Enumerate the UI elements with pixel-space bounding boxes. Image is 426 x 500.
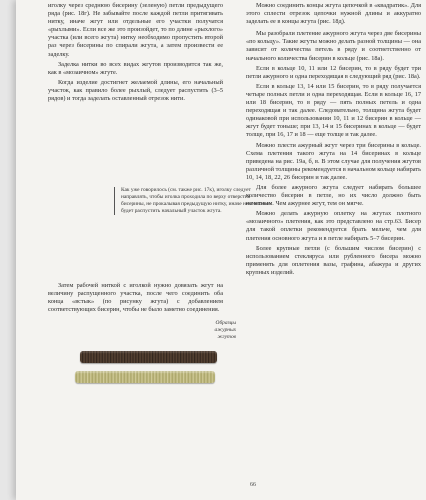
right-paragraph-6: Для более ажурного жгута следует набирать большее количество бисерин в петле, но их число должно быть нечетным. Чем ажурнее жгут, тем он мягче. [246,183,421,208]
left-paragraph-1: иголку через среднюю бисерину (зеленую) петли предыдущего ряда (рис. 18г). Не забывайте после каждой петли притягивать нитку, иначе жгут или отдельные его участки получатся «рыхлыми». Если все же это произойдет, то по длине «рыхлого» участка (или всего жгута) нитку необходимо пропустить второй раз через бисерины по спирали жгута, а затем произвести ее заделку. [48,2,223,58]
left-paragraph-2: Заделка нитки во всех видах жгутов производится так же, как в «мозаичном» жгуте. [48,60,223,76]
right-paragraph-1: Можно соединить концы жгута цепочкой в «квадратик». Для этого сплести отрезок цепочки нужной длины и аккуратно заделать ее в концы жгута (рис. 18д). [246,2,421,26]
dark-beaded-rope-photo [80,351,217,363]
side-note-text: Как уже говорилось (см. также рис. 17к), иголку следует направлять, чтобы иголка проходила по верху отверстия бисерины, не прокалывая предыдущую нитку, иначе невозможно будет распустить начальный участок жгута. [121,187,271,214]
left-paragraph-3: Когда изделие достигнет желаемой длины, его начальный участок, как правило более рыхлый, следует распустить (3–5 рядов) и тогда заделать оставленный отрезок нити. [48,78,223,103]
right-column [246,2,421,279]
left-column [48,2,223,105]
book-page [16,0,426,500]
caption-line-1: Образцы [215,320,236,326]
right-paragraph-3: Если в кольце 10, 11 или 12 бисерин, то в ряду будет три петли ажурного и одна переходящая в следующий ряд (рис. 18а). [246,64,421,80]
right-paragraph-2: Мы разобрали плетение ажурного жгута через две бисерины «по кольцу». Такие жгуты можно делать разной толщины — она зависит от количества петель в ряду и соответственно от начального количества бисерин в кольце (рис. 18а). [246,30,421,62]
caption-line-3: жгутов [217,333,236,340]
left-column-lower [48,282,223,316]
right-paragraph-7: Можно делать ажурную оплетку на жгутах плотного «мозаичного» плетения, как это представлено на стр.63. Бисер для такой оплетки рекомендуется брать мельче, чем для плетения основного жгута и в петле набирать 5–7 бисерин. [246,210,421,242]
figure-caption [176,320,236,340]
right-paragraph-5: Можно плести ажурный жгут через три бисерины в кольце. Схема плетения такого жгута на 14 бисеринах в кольце приведена на рис. 19а, б, в. В этом случае для получения жгутов различной толщины рекомендуется в начальном кольце набирать 10, 14, 18, 22, 26 бисерин и так далее. [246,141,422,181]
right-paragraph-8: Более крупные петли (с большим числом бисерин) с использованием стеклярусa или рубленного бисера можно применять для оплетения вазы, графина, абажура и других крупных изделий. [246,244,421,276]
left-paragraph-4: Затем рабочей ниткой с иголкой нужно довязать жгут на величину распущенного участка, после чего соединить оба конца «встык» (по рисунку жгута) с добавлением соответствующих бисерин, чтобы не было заметно соединения. [48,282,223,314]
caption-line-2: ажурных [214,326,236,333]
page-number: 66 [250,482,256,488]
light-beaded-rope-photo [75,371,215,383]
right-paragraph-4: Если в кольце 13, 14 или 15 бисерин, то в ряду получается четыре полных петли и одна переходящая. Если в кольце 16, 17 или 18 бисерин, то в ряду — пять полных петель и одна переходящая и так далее. Следовательно, толщина жгута будет одинаковой при использовании 10, 11 и 12 бисерин в кольце — жгут будет тоньше; при 13, 14 и 15 бисеринах в кольце — будет толще, при 16, 17 и 18 — еще толще и так далее. [246,82,421,139]
